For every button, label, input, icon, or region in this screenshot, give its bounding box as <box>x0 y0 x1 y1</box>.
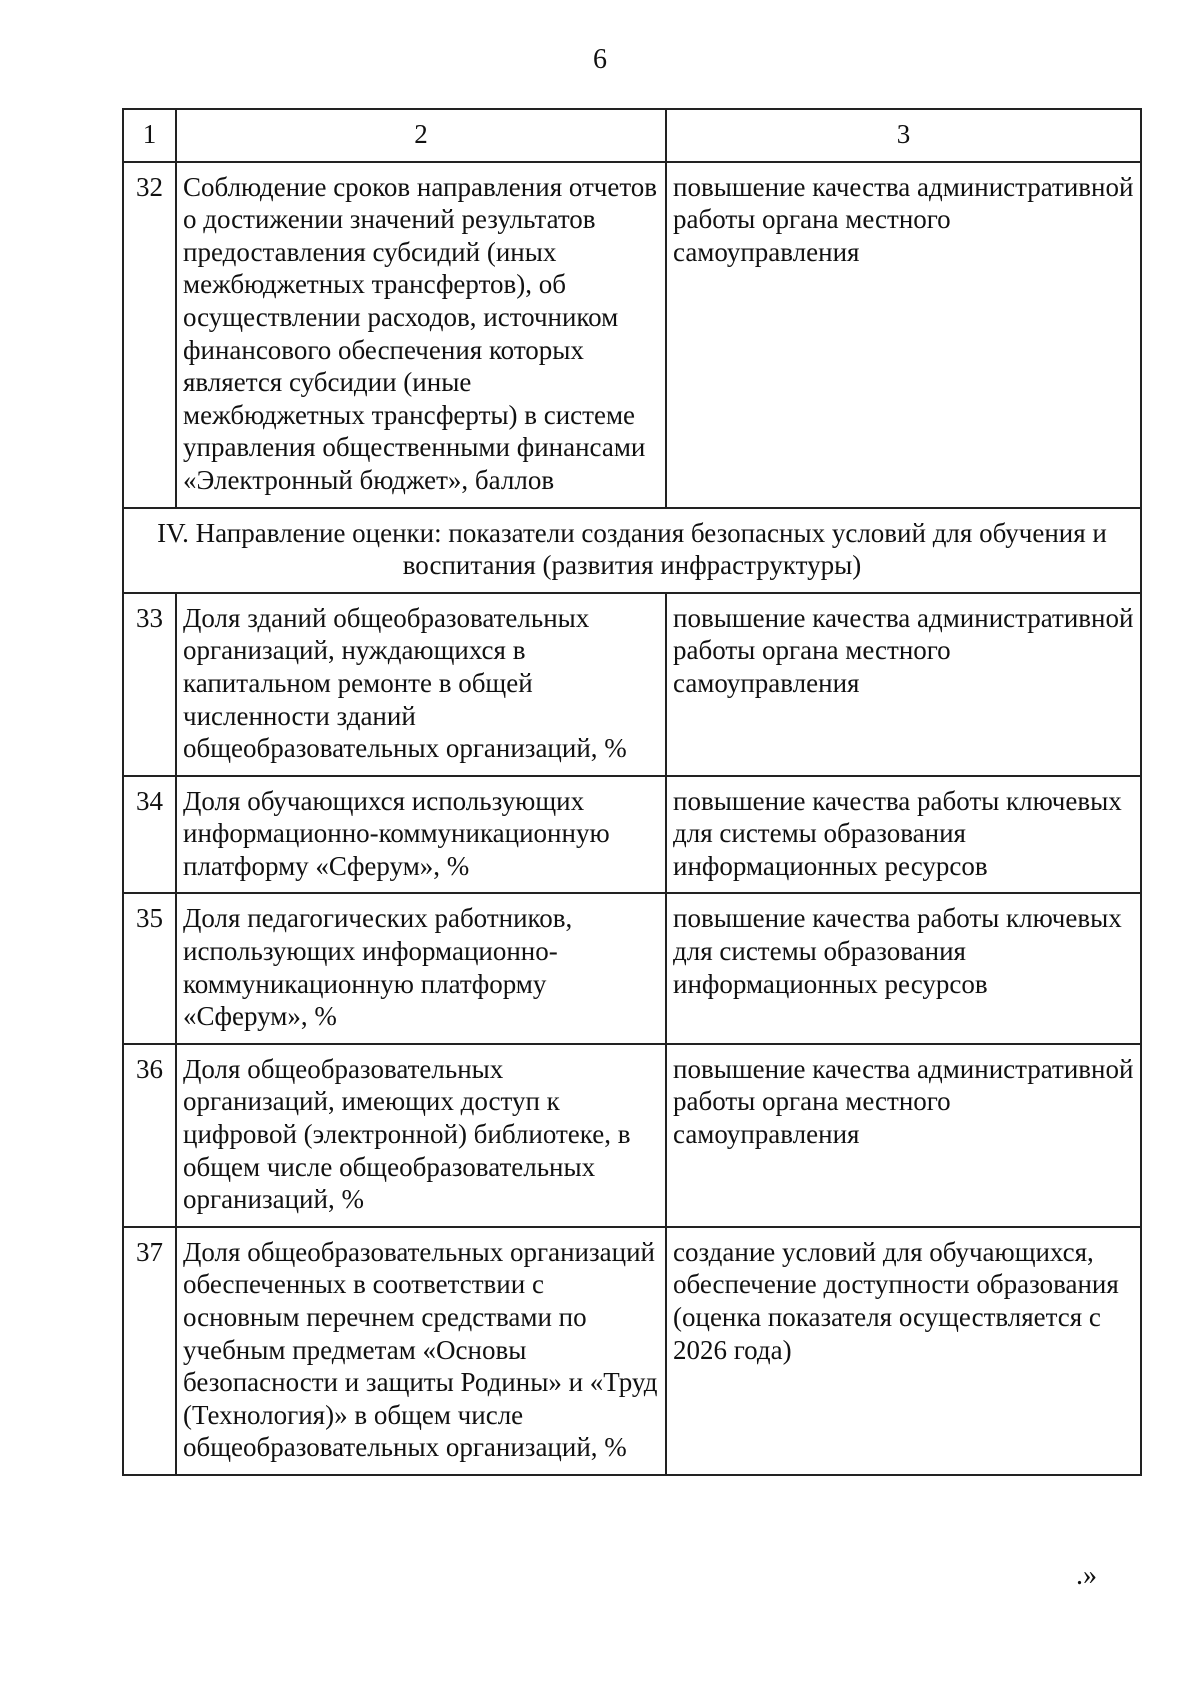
table-header-row <box>123 109 1141 162</box>
table-row <box>123 1044 1141 1227</box>
page-number: 6 <box>593 44 607 75</box>
column-header-2: 2 <box>176 109 666 162</box>
table-row <box>123 776 1141 894</box>
table-row <box>123 1227 1141 1475</box>
indicator-name: Доля зданий общеобразовательных организаций, нуждающихся в капитальном ремонте в общей численности зданий общеобразовательных организаций, % <box>176 593 666 776</box>
table-row <box>123 593 1141 776</box>
indicator-name: Доля общеобразовательных организаций обеспеченных в соответствии с основным перечнем средствами по учебным предметам «Основы безопасности и защиты Родины» и «Труд (Технология)» в общем числе общеобразовательных организаций, % <box>176 1227 666 1475</box>
row-number: 33 <box>123 593 176 776</box>
indicator-goal: повышение качества административной работы органа местного самоуправления <box>666 1044 1141 1227</box>
indicators-table <box>122 108 1142 1476</box>
closing-quote: .» <box>1076 1560 1097 1591</box>
row-number: 34 <box>123 776 176 894</box>
table-row <box>123 893 1141 1043</box>
row-number: 37 <box>123 1227 176 1475</box>
indicator-goal: повышение качества административной работы органа местного самоуправления <box>666 593 1141 776</box>
indicator-name: Соблюдение сроков направления отчетов о достижении значений результатов предоставления субсидий (иных межбюджетных трансфертов), об осуществлении расходов, источником финансового обеспечения которых является субсидии (иные межбюджетных трансферты) в системе управления общественными финансами «Электронный бюджет», баллов <box>176 162 666 508</box>
column-header-3: 3 <box>666 109 1141 162</box>
column-header-1: 1 <box>123 109 176 162</box>
row-number: 32 <box>123 162 176 508</box>
indicator-goal: повышение качества работы ключевых для системы образования информационных ресурсов <box>666 776 1141 894</box>
section-row <box>123 508 1141 593</box>
indicator-goal: повышение качества административной работы органа местного самоуправления <box>666 162 1141 508</box>
table-row <box>123 162 1141 508</box>
indicator-name: Доля обучающихся использующих информационно-коммуникационную платформу «Сферум», % <box>176 776 666 894</box>
indicator-goal: создание условий для обучающихся, обеспечение доступности образования (оценка показателя осуществляется с 2026 года) <box>666 1227 1141 1475</box>
indicator-name: Доля общеобразовательных организаций, имеющих доступ к цифровой (электронной) библиотеке, в общем числе общеобразовательных организаций, % <box>176 1044 666 1227</box>
indicator-goal: повышение качества работы ключевых для системы образования информационных ресурсов <box>666 893 1141 1043</box>
row-number: 36 <box>123 1044 176 1227</box>
row-number: 35 <box>123 893 176 1043</box>
section-heading: IV. Направление оценки: показатели создания безопасных условий для обучения и воспитания (развития инфраструктуры) <box>123 508 1141 593</box>
indicator-name: Доля педагогических работников, использующих информационно-коммуникационную платформу «Сферум», % <box>176 893 666 1043</box>
